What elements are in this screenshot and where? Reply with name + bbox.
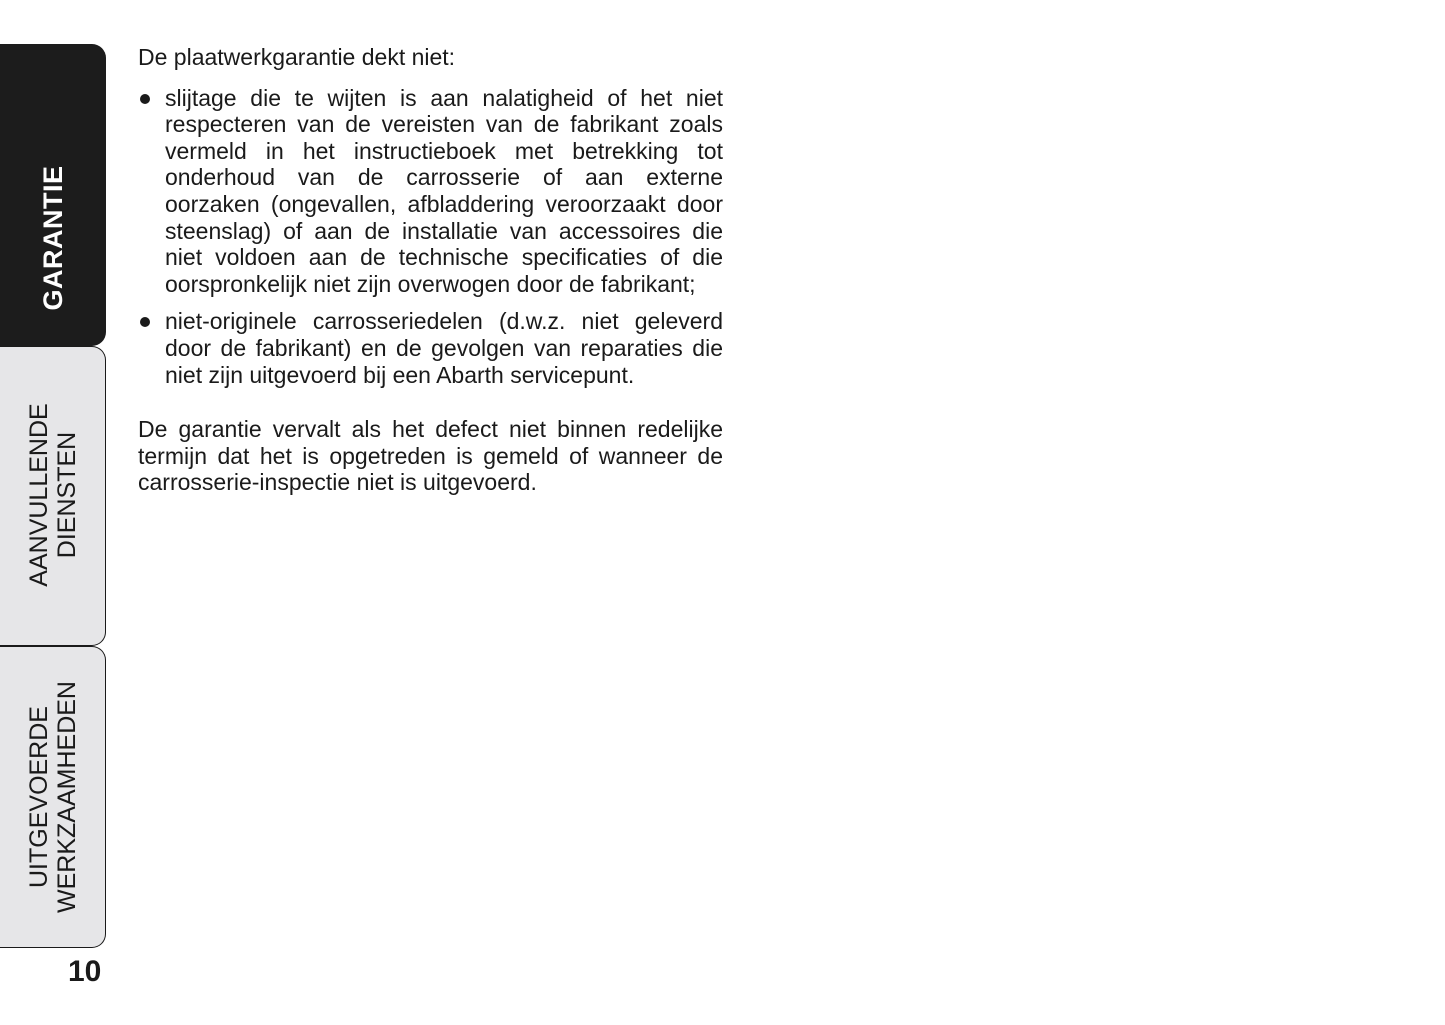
page-number: 10 [68, 955, 102, 988]
tab-garantie-label: GARANTIE [37, 165, 68, 311]
bullet-icon [140, 317, 150, 327]
list-item [138, 308, 723, 388]
tab-aanvullende-diensten[interactable] [0, 346, 106, 646]
tab-aanvullende-diensten-label: AANVULLENDE DIENSTEN [24, 403, 81, 587]
bullet-list [138, 85, 723, 389]
list-item-text: niet-originele carrosseriedelen (d.w.z. niet geleverd door de fabrikant) en de gevolgen van reparaties die niet zijn uitgevoerd bij een Abarth servicepunt. [165, 308, 723, 388]
tab-uitgevoerde-werkzaamheden-label: UITGEVOERDE WERKZAAMHEDEN [24, 681, 81, 913]
list-item-text: slijtage die te wijten is aan nalatigheid of het niet respecteren van de vereisten van de fabrikant zoals vermeld in het instructieboek met betrekking tot onderhoud van de carrosserie of aan externe oorzaken (ongevallen, afbladdering veroorzaakt door steenslag) of aan de installatie van accessoires die niet voldoen aan de technische specificaties of die oorspronkelijk niet zijn overwogen door de fabrikant; [165, 84, 723, 297]
tab-garantie[interactable] [0, 44, 106, 346]
list-item [138, 85, 723, 298]
closing-paragraph: De garantie vervalt als het defect niet binnen redelijke termijn dat het is opgetreden is gemeld of wanneer de carrosserie-inspectie niet is uitgevoerd. [138, 416, 723, 496]
bullet-icon [140, 94, 150, 104]
tab-uitgevoerde-werkzaamheden[interactable] [0, 646, 106, 948]
main-content [138, 44, 723, 496]
intro-paragraph: De plaatwerkgarantie dekt niet: [138, 44, 456, 70]
